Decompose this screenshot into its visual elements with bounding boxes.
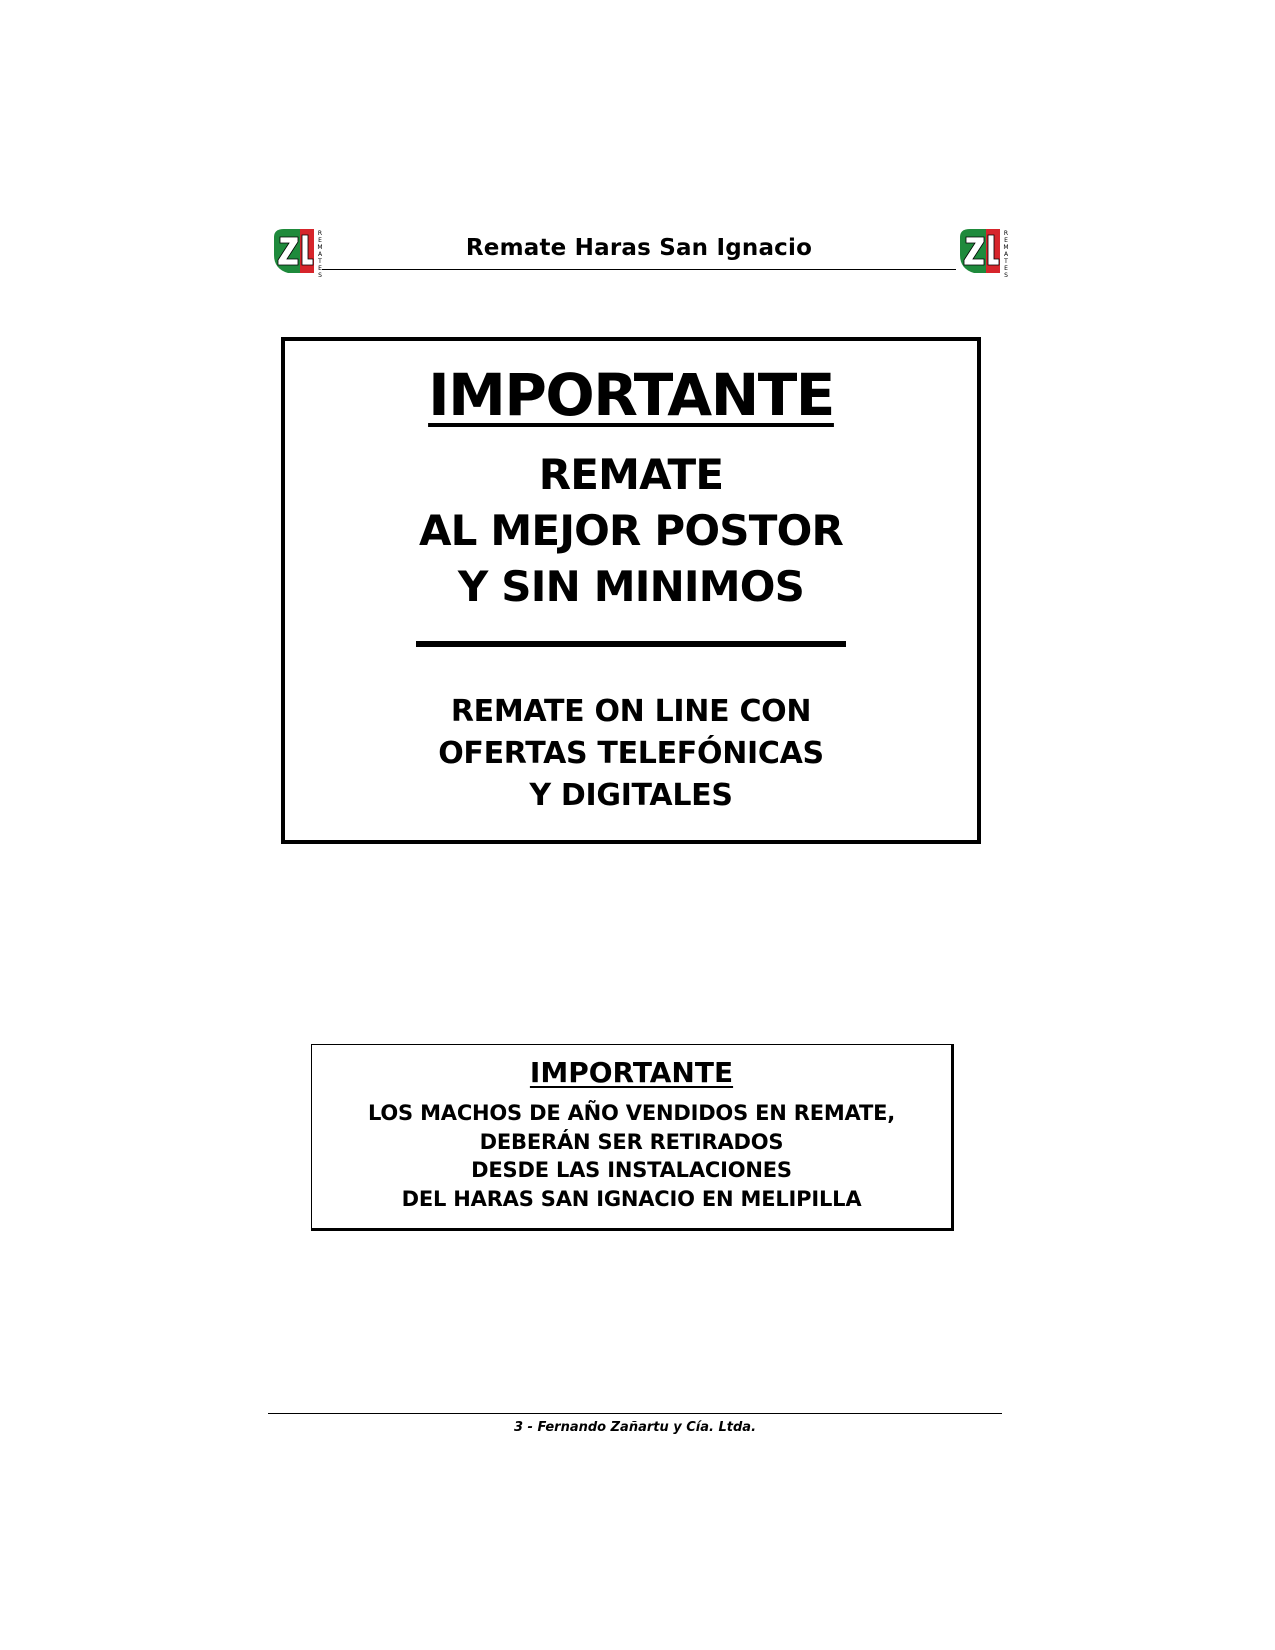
auction-terms-block: [285, 447, 977, 615]
footer-rule: [268, 1413, 1002, 1414]
svg-text:E: E: [1004, 265, 1008, 272]
svg-text:T: T: [1004, 258, 1008, 265]
secondary-notice-box: [311, 1044, 954, 1231]
svg-text:E: E: [1004, 237, 1008, 244]
secondary-notice-line: DEBERÁN SER RETIRADOS: [479, 1129, 784, 1154]
auction-terms-line: AL MEJOR POSTOR: [418, 506, 844, 555]
svg-text:R: R: [1003, 230, 1009, 237]
svg-text:A: A: [1003, 251, 1009, 258]
secondary-notice-heading: IMPORTANTE: [529, 1056, 734, 1089]
online-auction-line: OFERTAS TELEFÓNICAS: [438, 736, 824, 771]
svg-text:T: T: [318, 258, 322, 265]
footer-text: 3 - Fernando Zañartu y Cía. Ltda.: [513, 1420, 757, 1435]
page-footer: [268, 1413, 1002, 1435]
svg-text:A: A: [317, 251, 323, 258]
svg-text:R: R: [317, 230, 323, 237]
online-auction-line: Y DIGITALES: [529, 778, 733, 813]
secondary-notice-line: DESDE LAS INSTALACIONES: [471, 1158, 792, 1182]
secondary-notice-body: [312, 1099, 951, 1213]
main-notice-box: [281, 337, 981, 844]
online-auction-block: [285, 691, 977, 817]
svg-text:E: E: [318, 265, 322, 272]
svg-text:M: M: [317, 244, 323, 251]
auction-terms-line: REMATE: [538, 450, 724, 499]
svg-text:S: S: [1004, 272, 1008, 277]
page-header: [270, 225, 1010, 281]
header-rule: [322, 269, 956, 270]
page-title: Remate Haras San Ignacio: [465, 235, 813, 261]
auction-terms-line: Y SIN MINIMOS: [457, 562, 805, 611]
main-notice-heading: IMPORTANTE: [428, 361, 834, 429]
svg-text:E: E: [318, 237, 322, 244]
svg-text:S: S: [318, 272, 322, 277]
secondary-notice-line: LOS MACHOS DE AÑO VENDIDOS EN REMATE,: [367, 1101, 896, 1125]
zl-remates-logo-icon: [956, 225, 1010, 277]
zl-remates-logo-icon: [270, 225, 324, 277]
section-divider: [416, 641, 846, 647]
svg-text:M: M: [1003, 244, 1009, 251]
secondary-notice-line: DEL HARAS SAN IGNACIO EN MELIPILLA: [401, 1186, 862, 1211]
online-auction-line: REMATE ON LINE CON: [450, 694, 812, 729]
